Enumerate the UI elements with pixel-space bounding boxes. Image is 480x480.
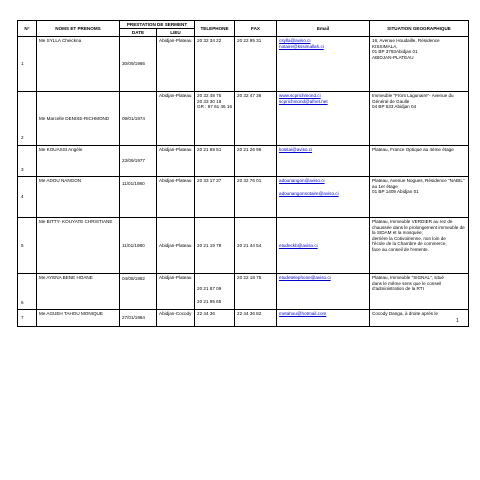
notaires-table-sheet [17, 20, 468, 327]
tel-value: 20 32 48 75 [197, 93, 222, 98]
row-email [277, 92, 370, 146]
row-email [277, 274, 370, 310]
header-email: Email [277, 21, 370, 37]
situation-line: d'administration de la RTI [372, 286, 424, 292]
tel-value: 20 21 87 09 [197, 286, 222, 291]
row-tel [195, 274, 235, 310]
table-row [18, 92, 469, 146]
situation-line: 16, Avenue Houdaille, Résidence KISSIMALA, [372, 38, 440, 49]
row-lieu: Abidjan-Plateau [157, 218, 195, 274]
row-name: Me KOUASSI Angèle [37, 146, 120, 177]
row-tel: 20 33 17 37 [195, 177, 235, 218]
row-situation [370, 37, 469, 92]
row-num: 7 [18, 310, 37, 327]
page-number: 1 [456, 318, 459, 324]
row-num: 6 [18, 274, 37, 310]
row-lieu: Abidjan-Plateau [157, 146, 195, 177]
situation-line: Plateau, Avenue Nogues, Résidence "NABIL" au 1er étage [372, 178, 465, 189]
email-link[interactable]: kositai@aviso.ci [279, 147, 313, 152]
row-name: Me AGUEH TAHOU MONIQUE [37, 310, 120, 327]
email-link[interactable]: notaire@kssimallah.ci [279, 43, 324, 49]
row-num: 2 [18, 92, 37, 146]
situation-line: 04 BP 533 Abidjan 04 [372, 104, 417, 110]
row-fax: 20 32 76 01 [235, 177, 277, 218]
table-row [18, 37, 469, 92]
header-date: DATE [120, 29, 157, 37]
email-link[interactable]: etudetelephone@aviso.ci [279, 275, 331, 280]
tel-value: 20 21 95 65 [197, 298, 222, 304]
row-date: 04/08/1982 [120, 274, 157, 310]
table-row [18, 177, 469, 218]
situation-line: Plateau, Immeuble VERDIER au rez de chaussée dans le prolongement immeuble de la SIDAM et la mosquée; [372, 219, 465, 236]
row-lieu: Abidjan-Plateau [157, 177, 195, 218]
email-link[interactable]: etudeckb@aviso.ci [279, 242, 318, 248]
row-name: Me ADOU NANGON [37, 177, 120, 218]
website-link[interactable]: www.scprichmond.ci [279, 93, 321, 98]
email-link[interactable]: scprichmond@afnet.net [279, 98, 328, 104]
row-fax: 20 22 18 75 [235, 274, 277, 310]
row-situation [370, 177, 469, 218]
row-situation [370, 218, 469, 274]
situation-line: face au conseil de l'entente. [372, 246, 429, 252]
row-situation: Plateau, France Optique au 4ème étage [370, 146, 469, 177]
row-fax: 20 21 44 54 [235, 218, 277, 274]
table-row [18, 274, 469, 310]
row-fax: 20 21 26 96 [235, 146, 277, 177]
row-tel: 20 21 19 78 [195, 218, 235, 274]
situation-line: Immeuble "Front Lagunaire"- Avenue du Général de Gaulle [372, 93, 454, 104]
row-name: Me AYENA BENE HOANE [37, 274, 120, 310]
situation-line: l'école de la Chambre de commerce, [372, 241, 447, 247]
row-fax: 20 22 95 31 [235, 37, 277, 92]
row-num: 1 [18, 37, 37, 92]
header-lieu: LIEU [157, 29, 195, 37]
situation-line: 01 BP 1409 Abidjan 01 [372, 189, 419, 195]
row-date: 11/01/1980 [120, 177, 157, 218]
header-situation: SITUATION GEOGRAPHIQUE [370, 21, 469, 37]
row-lieu: Abidjan-Plateau [157, 37, 195, 92]
tel-value: 20 32 34 22 [197, 38, 222, 43]
row-name: Me Marcelle DENISE-RICHMOND [37, 92, 120, 146]
row-name: Me BITTY- KOUYATE CHRISTIANE [37, 218, 120, 274]
row-date: 11/01/1980 [120, 218, 157, 274]
row-tel [195, 37, 235, 92]
email-link[interactable]: adounangon@aviso.ci [279, 178, 325, 183]
row-lieu: Abidjan-Cocody [157, 310, 195, 327]
row-email [277, 310, 370, 327]
situation-line: ABIDJAN-PLATEAU [372, 54, 414, 60]
row-date: 23/09/1977 [120, 146, 157, 177]
email-link[interactable]: csylla@aviso.ci [279, 38, 311, 43]
table-row [18, 310, 469, 327]
row-lieu: Abidjan-Plateau [157, 92, 195, 146]
row-num: 4 [18, 177, 37, 218]
row-email [277, 218, 370, 274]
row-lieu: Abidjan-Plateau [157, 274, 195, 310]
row-tel: 20 21 69 51 [195, 146, 235, 177]
table-row [18, 146, 469, 177]
table-row [18, 218, 469, 274]
row-num: 5 [18, 218, 37, 274]
email-link[interactable]: adounangonnotaire@aviso.ci [279, 190, 339, 196]
row-situation: Cocody Danga, à droite après le [370, 310, 469, 327]
header-fax: FAX [235, 21, 277, 37]
row-email [277, 37, 370, 92]
row-date: 27/01/1984 [120, 310, 157, 327]
situation-line: derrière la Cotivoirienne, non loin de [372, 235, 446, 241]
row-date: 09/01/1974 [120, 92, 157, 146]
row-name: Me SYLLA Cheickna [37, 37, 120, 92]
row-fax: 20 32 47 36 [235, 92, 277, 146]
email-link[interactable]: metahou@hotmail.com [279, 311, 327, 316]
row-date: 30/09/1966 [120, 37, 157, 92]
situation-line: Plateau, Immeuble "SIGNAL", situé [372, 275, 444, 280]
row-situation [370, 92, 469, 146]
header-prestation: PRESTATION DE SERMENT [120, 21, 195, 29]
notaires-table [17, 20, 469, 327]
row-email [277, 177, 370, 218]
tel-value: 20 33 30 18 [197, 98, 222, 104]
header-names: NOMS ET PRENOMS [37, 21, 120, 37]
situation-line: 01 BP 3793Abidjan 01 [372, 49, 418, 55]
row-num: 3 [18, 146, 37, 177]
row-tel: 22 44 36 [195, 310, 235, 327]
row-tel [195, 92, 235, 146]
row-situation [370, 274, 469, 310]
tel-value: GR : 67 61 46 16 [197, 104, 233, 110]
situation-line: dans le même sens que le conseil [372, 280, 442, 286]
header-num: N° [18, 21, 37, 37]
row-email [277, 146, 370, 177]
header-telephone: TELEPHONE [195, 21, 235, 37]
row-fax: 22 44 36 82 [235, 310, 277, 327]
